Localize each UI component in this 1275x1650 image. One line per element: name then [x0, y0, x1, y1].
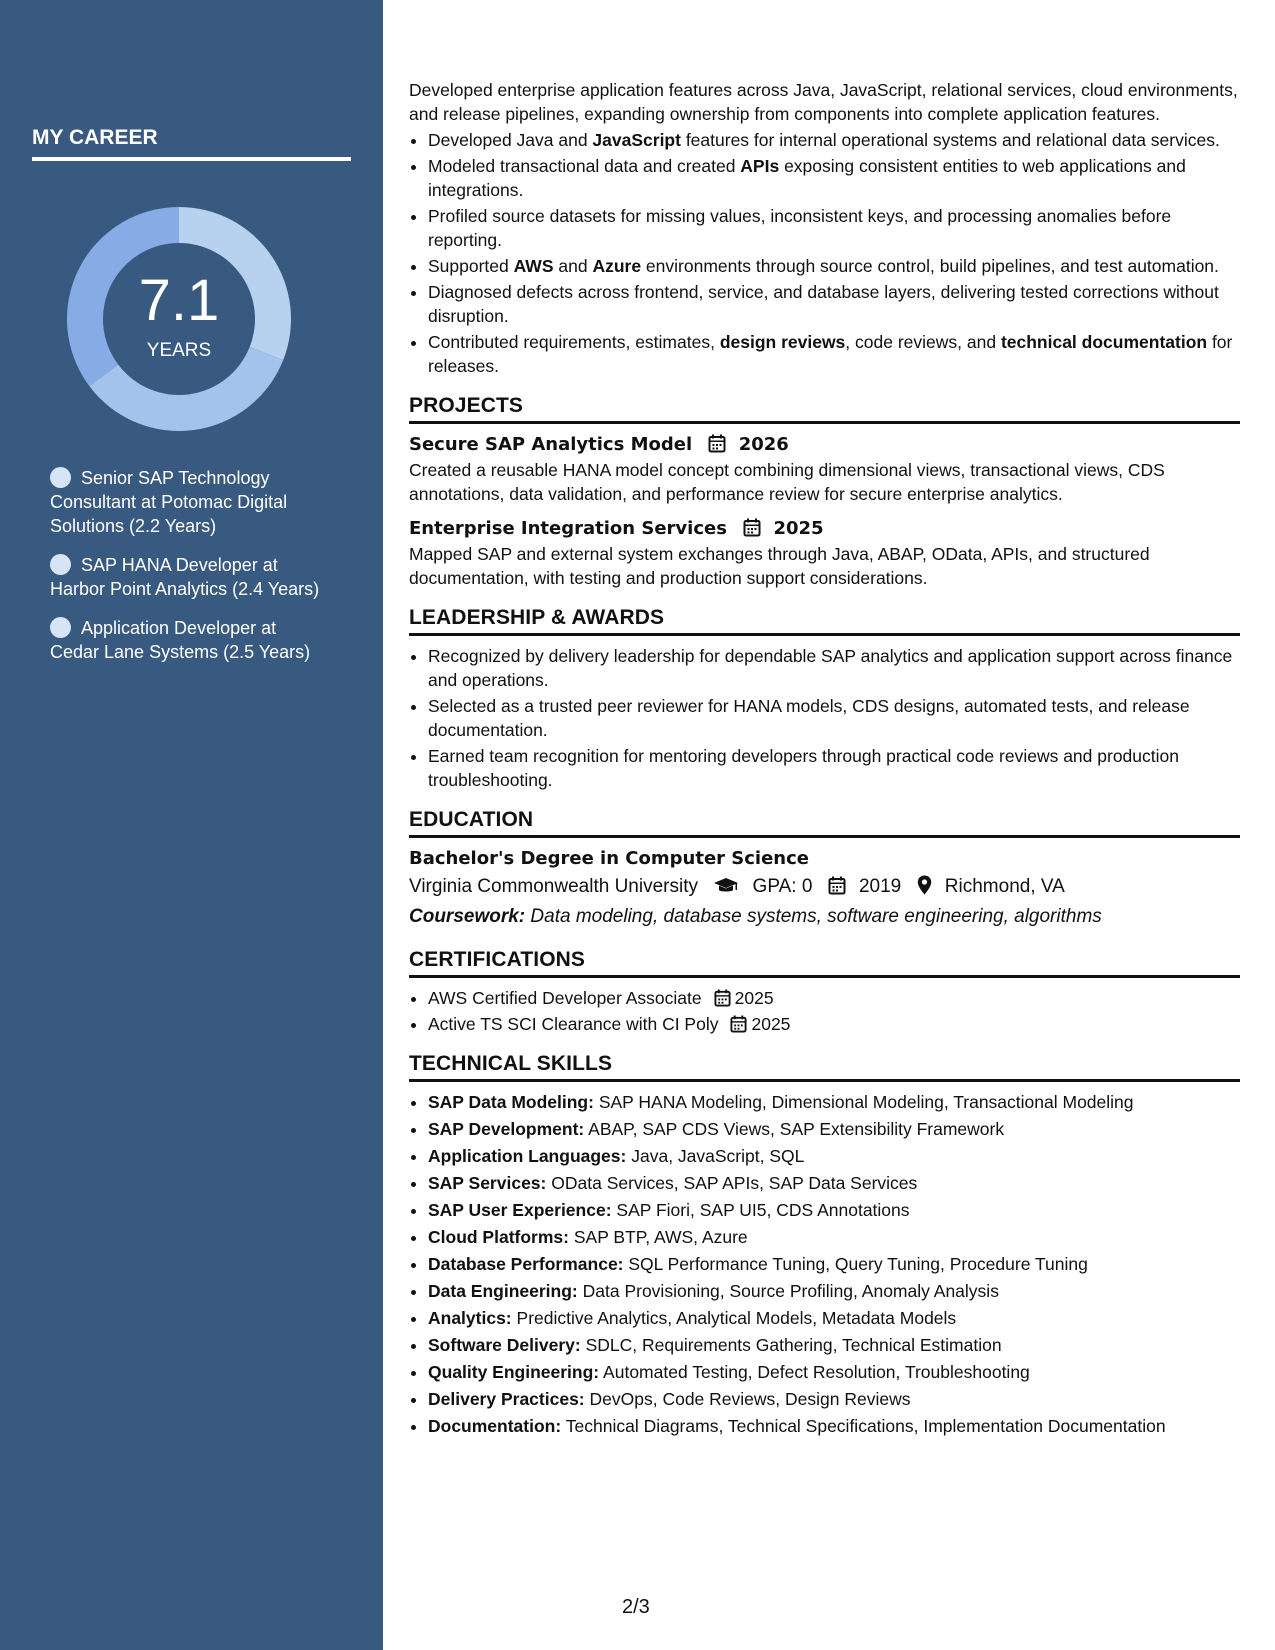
- bullet-text: Supported: [428, 256, 514, 276]
- career-job-item: [50, 616, 320, 664]
- bullet-text: Profiled source datasets for missing values, inconsistent keys, and processing anomalies before reporting.: [428, 206, 1172, 250]
- calendar-icon: [714, 989, 731, 1007]
- skill-values: OData Services, SAP APIs, SAP Data Services: [551, 1173, 918, 1193]
- skill-values: ABAP, SAP CDS Views, SAP Extensibility Framework: [588, 1119, 1005, 1139]
- career-job-item: [50, 466, 320, 538]
- project-title-row: [409, 432, 1240, 458]
- technical-skills-list: [409, 1090, 1240, 1438]
- certifications-list: [409, 986, 1240, 1036]
- skill-category: Delivery Practices:: [428, 1389, 585, 1409]
- bullet-text: Developed Java and: [428, 130, 593, 150]
- skill-values: Automated Testing, Defect Resolution, Troubleshooting: [603, 1362, 1030, 1382]
- career-title-underline: [32, 157, 351, 161]
- calendar-icon: [743, 518, 761, 537]
- skill-values: Java, JavaScript, SQL: [631, 1146, 805, 1166]
- school-name: Virginia Commonwealth University: [409, 876, 698, 897]
- skill-category: Database Performance:: [428, 1254, 624, 1274]
- skill-category: Application Languages:: [428, 1146, 627, 1166]
- project-year: 2026: [738, 434, 789, 455]
- career-job-label: Application Developer at Cedar Lane Systems (2.5 Years): [50, 618, 311, 662]
- skill-item: [428, 1225, 1240, 1249]
- skill-values: Technical Diagrams, Technical Specifications, Implementation Documentation: [565, 1416, 1166, 1436]
- coursework: [409, 902, 1240, 932]
- bullet-text: environments through source control, build pipelines, and test automation.: [641, 256, 1219, 276]
- certification-year: 2025: [734, 988, 774, 1008]
- bullet-text: Diagnosed defects across frontend, service, and database layers, delivering tested corrections without disruption.: [428, 282, 1219, 326]
- project-title-row: [409, 516, 1240, 542]
- leadership-item: • Selected as a trusted peer reviewer for HANA models, CDS designs, automated tests, and release documentation.: [428, 694, 1240, 742]
- calendar-icon: [708, 434, 726, 453]
- bullet-bold-text: design reviews: [719, 332, 846, 352]
- skill-category: Data Engineering:: [428, 1281, 578, 1301]
- skill-category: SAP User Experience:: [428, 1200, 612, 1220]
- skill-category: SAP Data Modeling:: [428, 1092, 594, 1112]
- school-location: Richmond, VA: [944, 876, 1065, 897]
- bullet-text: , code reviews, and: [845, 332, 1001, 352]
- experience-bullet: [428, 154, 1240, 202]
- skill-values: SAP Fiori, SAP UI5, CDS Annotations: [616, 1200, 910, 1220]
- skill-item: [428, 1117, 1240, 1141]
- skill-values: Predictive Analytics, Analytical Models, Metadata Models: [516, 1308, 957, 1328]
- skill-category: SAP Development:: [428, 1119, 585, 1139]
- bullet-text: for releases.: [428, 332, 1233, 376]
- skill-category: Cloud Platforms:: [428, 1227, 569, 1247]
- skill-values: SAP BTP, AWS, Azure: [573, 1227, 748, 1247]
- career-job-label: SAP HANA Developer at Harbor Point Analytics (2.4 Years): [50, 555, 320, 599]
- total-years-label: YEARS: [146, 340, 212, 361]
- leadership-item: • Earned team recognition for mentoring developers through practical code reviews and production troubleshooting.: [428, 744, 1240, 792]
- skill-category: Software Delivery:: [428, 1335, 581, 1355]
- skill-item: [428, 1171, 1240, 1195]
- career-job-item: [50, 553, 320, 601]
- experience-bullet: [428, 280, 1240, 328]
- skill-item: [428, 1333, 1240, 1357]
- career-job-label: Senior SAP Technology Consultant at Potomac Digital Solutions (2.2 Years): [50, 468, 288, 536]
- location-pin-icon: [917, 875, 932, 895]
- coursework-label: Coursework:: [409, 906, 526, 927]
- certification-name: Active TS SCI Clearance with CI Poly: [428, 1014, 719, 1034]
- skill-category: Analytics:: [428, 1308, 512, 1328]
- leadership-item: • Recognized by delivery leadership for dependable SAP analytics and application support across finance and operations.: [428, 644, 1240, 692]
- leadership-heading: LEADERSHIP & AWARDS: [409, 606, 1240, 636]
- calendar-icon: [730, 1015, 747, 1033]
- graduation-year: 2019: [858, 876, 902, 897]
- job-bullet-dot: [50, 554, 71, 575]
- bullet-text: Modeled transactional data and created: [428, 156, 741, 176]
- skill-values: SAP HANA Modeling, Dimensional Modeling, Transactional Modeling: [598, 1092, 1134, 1112]
- skill-item: [428, 1306, 1240, 1330]
- bullet-bold-text: AWS: [513, 256, 554, 276]
- skill-values: SDLC, Requirements Gathering, Technical Estimation: [585, 1335, 1002, 1355]
- experience-bullet: [428, 128, 1240, 152]
- bullet-text: and: [553, 256, 593, 276]
- skill-values: Data Provisioning, Source Profiling, Anomaly Analysis: [582, 1281, 999, 1301]
- career-title: MY CAREER: [32, 126, 158, 149]
- job-bullet-dot: [50, 467, 71, 488]
- page-number: 2/3: [622, 1596, 650, 1618]
- calendar-icon: [828, 876, 846, 895]
- career-job-list: [50, 466, 320, 679]
- gpa: GPA: 0: [752, 876, 813, 897]
- main-content: [409, 78, 1240, 1441]
- skill-item: [428, 1279, 1240, 1303]
- project-description: Mapped SAP and external system exchanges through Java, ABAP, OData, APIs, and structured documentation, with testing and production support considerations.: [409, 544, 1150, 588]
- skill-item: [428, 1360, 1240, 1384]
- education-heading: EDUCATION: [409, 808, 1240, 838]
- certifications-heading: CERTIFICATIONS: [409, 948, 1240, 978]
- bullet-bold-text: technical documentation: [1000, 332, 1208, 352]
- skill-item: [428, 1252, 1240, 1276]
- sidebar: [0, 0, 383, 1650]
- project-title: Enterprise Integration Services: [409, 518, 727, 539]
- skill-category: Documentation:: [428, 1416, 562, 1436]
- project-description: Created a reusable HANA model concept combining dimensional views, transactional views, CDS annotations, data validation, and performance review for secure enterprise analytics.: [409, 460, 1165, 504]
- coursework-text: Data modeling, database systems, software engineering, algorithms: [530, 906, 1102, 927]
- leadership-list: [409, 644, 1240, 792]
- experience-bullet: [428, 254, 1240, 278]
- bullet-bold-text: APIs: [740, 156, 780, 176]
- certification-item: [428, 986, 1240, 1010]
- skill-item: [428, 1387, 1240, 1411]
- certification-name: AWS Certified Developer Associate: [428, 988, 702, 1008]
- experience-bullet: [428, 204, 1240, 252]
- projects-heading: PROJECTS: [409, 394, 1240, 424]
- degree-title: Bachelor's Degree in Computer Science: [409, 848, 809, 869]
- bullet-bold-text: Azure: [592, 256, 642, 276]
- skill-item: [428, 1090, 1240, 1114]
- project-year: 2025: [773, 518, 824, 539]
- experience-intro: Developed enterprise application features across Java, JavaScript, relational services, cloud environments, and release pipelines, expanding ownership from components into complete application features.: [409, 80, 1238, 124]
- project-title: Secure SAP Analytics Model: [409, 434, 693, 455]
- skill-item: [428, 1198, 1240, 1222]
- education-details: [409, 872, 1240, 902]
- certification-year: 2025: [751, 1014, 791, 1034]
- bullet-text: features for internal operational systems and relational data services.: [680, 130, 1220, 150]
- skill-item: [428, 1144, 1240, 1168]
- certification-item: [428, 1012, 1240, 1036]
- experience-bullets: [409, 128, 1240, 378]
- bullet-text: exposing consistent entities to web applications and integrations.: [428, 156, 1186, 200]
- job-bullet-dot: [50, 617, 71, 638]
- skill-values: DevOps, Code Reviews, Design Reviews: [589, 1389, 911, 1409]
- bullet-text: Contributed requirements, estimates,: [428, 332, 720, 352]
- skill-values: SQL Performance Tuning, Query Tuning, Procedure Tuning: [628, 1254, 1088, 1274]
- skill-item: [428, 1414, 1240, 1438]
- skill-category: SAP Services:: [428, 1173, 547, 1193]
- total-years-value: 7.1: [138, 268, 220, 333]
- skill-category: Quality Engineering:: [428, 1362, 600, 1382]
- technical-skills-heading: TECHNICAL SKILLS: [409, 1052, 1240, 1082]
- experience-bullet: [428, 330, 1240, 378]
- bullet-bold-text: JavaScript: [592, 130, 681, 150]
- graduation-cap-icon: [713, 877, 739, 895]
